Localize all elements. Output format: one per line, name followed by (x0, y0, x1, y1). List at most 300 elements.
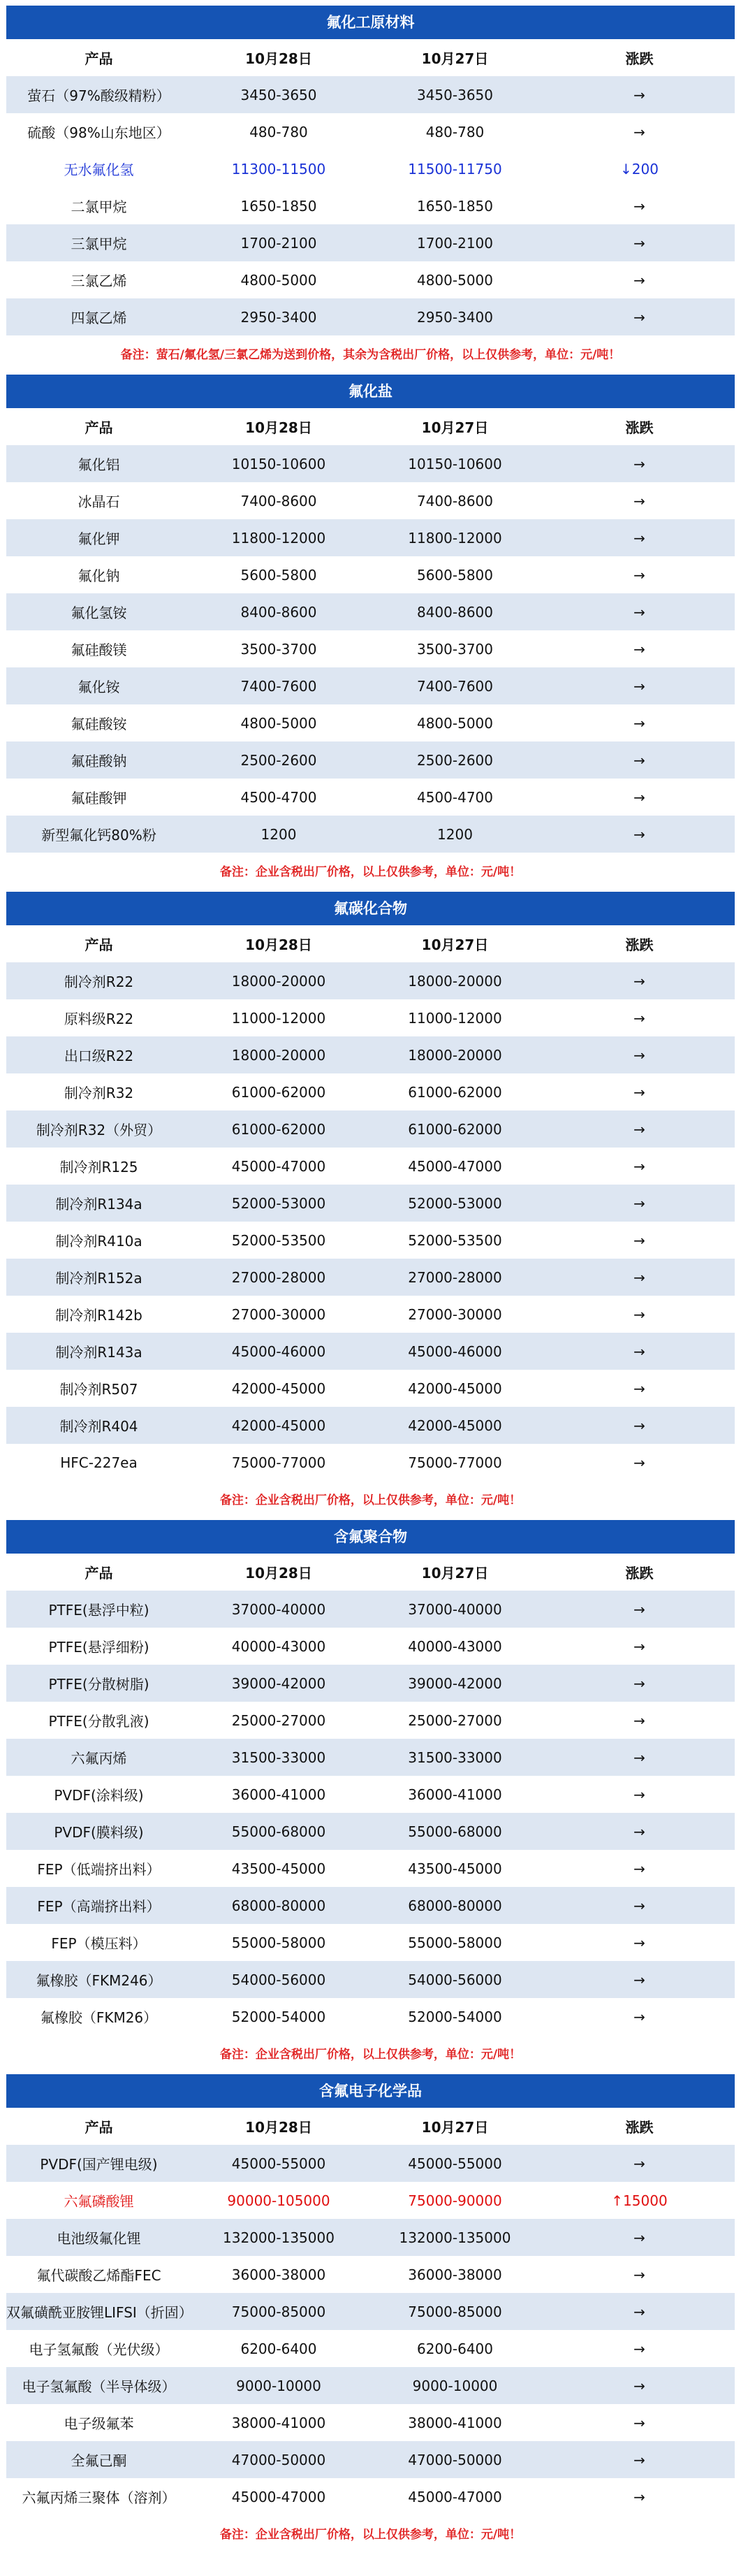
column-header: 10月27日 (421, 1565, 489, 1582)
price-change: → (633, 1417, 645, 1434)
product-name: 出口级R22 (64, 1048, 134, 1064)
price-yesterday: 1650-1850 (416, 197, 493, 215)
product-name: 氟化钠 (78, 567, 120, 584)
table-header-row (6, 2108, 735, 2145)
table-row (6, 1185, 735, 1222)
product-name: FEP（高端挤出料） (37, 1898, 161, 1915)
table-row (6, 1222, 735, 1259)
product-name: 原料级R22 (64, 1011, 134, 1027)
price-change: → (633, 2303, 645, 2320)
price-change: → (633, 825, 645, 843)
table-row (6, 1887, 735, 1924)
price-change: → (633, 1305, 645, 1323)
price-change: → (633, 2008, 645, 2025)
price-yesterday: 7400-8600 (416, 492, 493, 509)
price-today: 38000-41000 (231, 2414, 326, 2431)
price-yesterday: 27000-30000 (408, 1305, 502, 1323)
product-name: FEP（低端挤出料） (37, 1861, 161, 1878)
price-section (6, 375, 735, 892)
table-row (6, 1370, 735, 1407)
section-title: 氟碳化合物 (6, 892, 735, 925)
table-row (6, 2219, 735, 2256)
price-yesterday: 18000-20000 (408, 1046, 502, 1064)
product-name: 电池级氟化锂 (57, 2230, 141, 2247)
price-yesterday: 8400-8600 (416, 603, 493, 621)
price-today: 3450-3650 (240, 86, 317, 103)
column-header: 10月28日 (245, 936, 312, 953)
price-change: ↑15000 (611, 2192, 668, 2209)
table-row (6, 1073, 735, 1110)
product-name: 氟硅酸钠 (71, 753, 127, 769)
price-today: 8400-8600 (240, 603, 317, 621)
price-yesterday: 37000-40000 (408, 1600, 502, 1618)
product-name: 制冷剂R32（外贸） (36, 1122, 162, 1138)
price-today: 39000-42000 (231, 1674, 326, 1692)
table-row (6, 630, 735, 667)
table-row (6, 261, 735, 298)
product-name: HFC-227ea (60, 1454, 138, 1471)
price-today: 5600-5800 (240, 566, 317, 584)
price-change: → (633, 2155, 645, 2172)
price-today: 9000-10000 (236, 2377, 321, 2394)
price-yesterday: 4500-4700 (416, 788, 493, 806)
price-change: → (633, 1823, 645, 1840)
price-change: → (633, 2414, 645, 2431)
price-yesterday: 55000-58000 (408, 1934, 502, 1951)
price-yesterday: 47000-50000 (408, 2451, 502, 2468)
table-row (6, 2256, 735, 2293)
price-today: 42000-45000 (231, 1417, 326, 1434)
price-yesterday: 1200 (437, 825, 473, 843)
price-yesterday: 2950-3400 (416, 308, 493, 326)
product-name: 制冷剂R410a (55, 1233, 142, 1250)
price-yesterday: 4800-5000 (416, 271, 493, 289)
price-yesterday: 9000-10000 (412, 2377, 498, 2394)
column-header: 涨跌 (625, 2119, 654, 2136)
product-name: 六氟丙烯三聚体（溶剂） (22, 2489, 176, 2506)
section-title: 含氟聚合物 (6, 1520, 735, 1554)
table-row (6, 519, 735, 556)
price-change: → (633, 1380, 645, 1397)
price-change: → (633, 2229, 645, 2246)
price-today: 55000-68000 (231, 1823, 326, 1840)
column-header: 涨跌 (625, 1565, 654, 1582)
price-yesterday: 45000-55000 (408, 2155, 502, 2172)
price-yesterday: 132000-135000 (399, 2229, 511, 2246)
product-name: 电子氢氟酸（光伏级） (29, 2341, 169, 2358)
price-today: 61000-62000 (231, 1120, 326, 1138)
product-name: 制冷剂R507 (59, 1381, 138, 1398)
price-change: → (633, 788, 645, 806)
price-today: 11800-12000 (231, 529, 326, 547)
price-yesterday: 27000-28000 (408, 1268, 502, 1286)
section-note: 备注：企业含税出厂价格，以上仅供参考，单位：元/吨！ (6, 2515, 735, 2554)
table-row (6, 76, 735, 113)
price-change: → (633, 1268, 645, 1286)
price-change: → (633, 123, 645, 140)
table-row (6, 2145, 735, 2182)
product-name: PTFE(分散乳液) (48, 1713, 149, 1730)
table-header-row (6, 39, 735, 76)
product-name: 六氟磷酸锂 (64, 2193, 134, 2210)
price-yesterday: 36000-41000 (408, 1786, 502, 1803)
price-today: 45000-47000 (231, 1157, 326, 1175)
product-name: 制冷剂R404 (59, 1418, 138, 1435)
price-change: → (633, 1749, 645, 1766)
product-name: 氟化铵 (78, 679, 120, 695)
section-note: 备注：萤石/氟化氢/三氯乙烯为送到价格，其余为含税出厂价格，以上仅供参考，单位：元/吨！ (6, 335, 735, 375)
price-change: → (633, 1971, 645, 1988)
table-row (6, 962, 735, 999)
price-change: → (633, 1674, 645, 1692)
product-name: 制冷剂R142b (55, 1307, 142, 1324)
price-section (6, 1520, 735, 2074)
price-today: 47000-50000 (231, 2451, 326, 2468)
table-row (6, 2404, 735, 2441)
table-row (6, 1296, 735, 1333)
product-name: PTFE(悬浮细粉) (48, 1639, 149, 1656)
section-note: 备注：企业含税出厂价格，以上仅供参考，单位：元/吨！ (6, 1481, 735, 1520)
price-today: 10150-10600 (231, 455, 326, 472)
table-row (6, 1665, 735, 1702)
column-header: 涨跌 (625, 419, 654, 436)
column-header: 10月27日 (421, 936, 489, 953)
product-name: 制冷剂R125 (59, 1159, 138, 1175)
price-yesterday: 52000-54000 (408, 2008, 502, 2025)
column-header: 10月28日 (245, 1565, 312, 1582)
price-yesterday: 75000-85000 (408, 2303, 502, 2320)
product-name: 制冷剂R152a (55, 1270, 142, 1287)
price-today: 4500-4700 (240, 788, 317, 806)
price-change: → (633, 566, 645, 584)
price-change: → (633, 234, 645, 252)
price-yesterday: 52000-53000 (408, 1194, 502, 1212)
price-today: 36000-41000 (231, 1786, 326, 1803)
table-row (6, 2182, 735, 2219)
price-today: 132000-135000 (223, 2229, 335, 2246)
product-name: 氟硅酸钾 (71, 790, 127, 806)
table-row (6, 224, 735, 261)
price-today: 7400-8600 (240, 492, 317, 509)
product-name: 制冷剂R22 (64, 974, 134, 990)
price-today: 4800-5000 (240, 271, 317, 289)
product-name: 新型氟化钙80%粉 (41, 827, 156, 844)
section-title: 氟化盐 (6, 375, 735, 408)
table-row (6, 1628, 735, 1665)
product-name: 冰晶石 (78, 493, 120, 510)
price-yesterday: 480-780 (425, 123, 485, 140)
price-yesterday: 45000-47000 (408, 2488, 502, 2505)
table-row (6, 150, 735, 187)
price-today: 11300-11500 (231, 160, 326, 178)
price-today: 75000-77000 (231, 1454, 326, 1471)
price-yesterday: 2500-2600 (416, 751, 493, 769)
price-yesterday: 3450-3650 (416, 86, 493, 103)
price-today: 45000-55000 (231, 2155, 326, 2172)
price-change: → (633, 640, 645, 658)
price-change: → (633, 1120, 645, 1138)
price-today: 2500-2600 (240, 751, 317, 769)
price-today: 54000-56000 (231, 1971, 326, 1988)
table-row (6, 1776, 735, 1813)
price-yesterday: 54000-56000 (408, 1971, 502, 1988)
table-row (6, 2293, 735, 2330)
product-name: FEP（模压料） (51, 1935, 147, 1952)
column-header: 10月27日 (421, 2119, 489, 2136)
price-yesterday: 42000-45000 (408, 1417, 502, 1434)
price-change: → (633, 2377, 645, 2394)
column-header: 10月28日 (245, 50, 312, 67)
table-row (6, 816, 735, 853)
product-name: 制冷剂R134a (55, 1196, 142, 1213)
table-row (6, 1850, 735, 1887)
price-section (6, 2074, 735, 2554)
price-change: → (633, 972, 645, 990)
price-change: → (633, 1194, 645, 1212)
table-row (6, 667, 735, 704)
price-change: → (633, 529, 645, 547)
price-today: 7400-7600 (240, 677, 317, 695)
price-change: → (633, 1046, 645, 1064)
product-name: 三氯乙烯 (71, 273, 127, 289)
price-yesterday: 25000-27000 (408, 1712, 502, 1729)
price-change: → (633, 2488, 645, 2505)
product-name: 硫酸（98%山东地区） (27, 124, 170, 141)
table-row (6, 999, 735, 1036)
table-row (6, 1036, 735, 1073)
price-today: 1700-2100 (240, 234, 317, 252)
price-yesterday: 42000-45000 (408, 1380, 502, 1397)
table-row (6, 1591, 735, 1628)
table-header-row (6, 925, 735, 962)
price-yesterday: 1700-2100 (416, 234, 493, 252)
price-yesterday: 10150-10600 (408, 455, 502, 472)
product-name: 双氟磺酰亚胺锂LIFSI（折固） (6, 2304, 193, 2321)
product-name: PVDF(国产锂电级) (40, 2156, 158, 2173)
price-yesterday: 7400-7600 (416, 677, 493, 695)
column-header: 10月27日 (421, 419, 489, 436)
price-yesterday: 11500-11750 (408, 160, 502, 178)
price-today: 90000-105000 (227, 2192, 330, 2209)
price-today: 25000-27000 (231, 1712, 326, 1729)
price-change: → (633, 455, 645, 472)
price-change: → (633, 1637, 645, 1655)
price-yesterday: 3500-3700 (416, 640, 493, 658)
column-header: 涨跌 (625, 936, 654, 953)
price-today: 52000-53000 (231, 1194, 326, 1212)
price-today: 52000-54000 (231, 2008, 326, 2025)
product-name: 无水氟化氢 (64, 161, 134, 178)
price-change: → (633, 1231, 645, 1249)
price-today: 45000-46000 (231, 1343, 326, 1360)
table-row (6, 2441, 735, 2478)
price-today: 1650-1850 (240, 197, 317, 215)
product-name: PTFE(分散树脂) (48, 1676, 149, 1693)
price-yesterday: 18000-20000 (408, 972, 502, 990)
price-change: → (633, 2266, 645, 2283)
table-row (6, 2478, 735, 2515)
table-row (6, 741, 735, 779)
column-header: 10月28日 (245, 2119, 312, 2136)
section-note: 备注：企业含税出厂价格，以上仅供参考，单位：元/吨！ (6, 2035, 735, 2074)
price-change: → (633, 751, 645, 769)
table-row (6, 1702, 735, 1739)
product-name: PTFE(悬浮中粒) (48, 1602, 149, 1619)
price-yesterday: 38000-41000 (408, 2414, 502, 2431)
price-yesterday: 75000-77000 (408, 1454, 502, 1471)
product-name: 电子级氟苯 (64, 2415, 134, 2432)
price-today: 480-780 (249, 123, 308, 140)
column-header: 10月27日 (421, 50, 489, 67)
price-yesterday: 61000-62000 (408, 1083, 502, 1101)
price-yesterday: 31500-33000 (408, 1749, 502, 1766)
price-yesterday: 68000-80000 (408, 1897, 502, 1914)
price-change: → (633, 271, 645, 289)
column-header: 产品 (85, 419, 113, 436)
table-header-row (6, 1554, 735, 1591)
price-change: → (633, 1343, 645, 1360)
price-today: 43500-45000 (231, 1860, 326, 1877)
price-today: 4800-5000 (240, 714, 317, 732)
product-name: 六氟丙烯 (71, 1750, 127, 1767)
column-header: 产品 (85, 1565, 113, 1582)
price-yesterday: 5600-5800 (416, 566, 493, 584)
price-today: 37000-40000 (231, 1600, 326, 1618)
product-name: 氟橡胶（FKM26） (40, 2009, 158, 2026)
price-today: 68000-80000 (231, 1897, 326, 1914)
price-change: → (633, 86, 645, 103)
price-today: 75000-85000 (231, 2303, 326, 2320)
column-header: 涨跌 (625, 50, 654, 67)
table-row (6, 704, 735, 741)
table-row (6, 187, 735, 224)
table-row (6, 1407, 735, 1444)
table-row (6, 482, 735, 519)
table-row (6, 556, 735, 593)
price-change: → (633, 1009, 645, 1027)
table-row (6, 1813, 735, 1850)
price-change: → (633, 2340, 645, 2357)
price-yesterday: 75000-90000 (408, 2192, 502, 2209)
table-row (6, 1148, 735, 1185)
price-yesterday: 11000-12000 (408, 1009, 502, 1027)
product-name: 氟代碳酸乙烯酯FEC (36, 2267, 161, 2284)
price-yesterday: 52000-53500 (408, 1231, 502, 1249)
product-name: 氟橡胶（FKM246） (36, 1972, 162, 1989)
price-yesterday: 43500-45000 (408, 1860, 502, 1877)
price-today: 45000-47000 (231, 2488, 326, 2505)
price-today: 6200-6400 (240, 2340, 317, 2357)
price-change: → (633, 714, 645, 732)
price-change: → (633, 492, 645, 509)
product-name: 萤石（97%酸级精粉） (27, 87, 170, 104)
price-today: 27000-30000 (231, 1305, 326, 1323)
table-row (6, 1110, 735, 1148)
price-yesterday: 11800-12000 (408, 529, 502, 547)
price-section (6, 892, 735, 1520)
product-name: 氟化铝 (78, 456, 120, 473)
product-name: 氟化钾 (78, 530, 120, 547)
product-name: 制冷剂R32 (64, 1085, 134, 1101)
price-change: → (633, 677, 645, 695)
price-today: 61000-62000 (231, 1083, 326, 1101)
price-change: → (633, 1083, 645, 1101)
price-today: 3500-3700 (240, 640, 317, 658)
price-today: 36000-38000 (231, 2266, 326, 2283)
product-name: 二氯甲烷 (71, 198, 127, 215)
product-name: 全氟己酮 (71, 2452, 127, 2469)
price-change: → (633, 1157, 645, 1175)
price-change: → (633, 308, 645, 326)
section-title: 氟化工原材料 (6, 6, 735, 39)
table-row (6, 779, 735, 816)
price-yesterday: 40000-43000 (408, 1637, 502, 1655)
table-row (6, 593, 735, 630)
table-row (6, 1961, 735, 1998)
price-change: → (633, 2451, 645, 2468)
price-section (6, 6, 735, 375)
price-change: → (633, 1897, 645, 1914)
table-row (6, 1739, 735, 1776)
price-change: → (633, 1786, 645, 1803)
price-yesterday: 45000-47000 (408, 1157, 502, 1175)
price-change: → (633, 1600, 645, 1618)
table-row (6, 298, 735, 335)
price-change: → (633, 197, 645, 215)
price-today: 18000-20000 (231, 972, 326, 990)
price-today: 11000-12000 (231, 1009, 326, 1027)
table-row (6, 1444, 735, 1481)
price-change: → (633, 1712, 645, 1729)
column-header: 产品 (85, 2119, 113, 2136)
product-name: 三氯甲烷 (71, 236, 127, 252)
table-header-row (6, 408, 735, 445)
price-today: 31500-33000 (231, 1749, 326, 1766)
table-row (6, 1998, 735, 2035)
price-yesterday: 45000-46000 (408, 1343, 502, 1360)
price-yesterday: 6200-6400 (416, 2340, 493, 2357)
price-change: → (633, 603, 645, 621)
product-name: PVDF(膜料级) (54, 1824, 144, 1841)
table-row (6, 1259, 735, 1296)
table-row (6, 2330, 735, 2367)
price-yesterday: 61000-62000 (408, 1120, 502, 1138)
price-today: 18000-20000 (231, 1046, 326, 1064)
table-row (6, 2367, 735, 2404)
price-change: → (633, 1934, 645, 1951)
price-today: 52000-53500 (231, 1231, 326, 1249)
column-header: 产品 (85, 50, 113, 67)
price-today: 2950-3400 (240, 308, 317, 326)
table-row (6, 113, 735, 150)
column-header: 产品 (85, 936, 113, 953)
product-name: 电子氢氟酸（半导体级） (22, 2378, 176, 2395)
column-header: 10月28日 (245, 419, 312, 436)
price-today: 55000-58000 (231, 1934, 326, 1951)
price-today: 27000-28000 (231, 1268, 326, 1286)
price-yesterday: 39000-42000 (408, 1674, 502, 1692)
table-row (6, 1924, 735, 1961)
price-change: ↓200 (620, 160, 659, 178)
product-name: 四氯乙烯 (71, 310, 127, 326)
product-name: 氟化氢铵 (71, 605, 127, 621)
price-yesterday: 55000-68000 (408, 1823, 502, 1840)
price-today: 40000-43000 (231, 1637, 326, 1655)
price-yesterday: 4800-5000 (416, 714, 493, 732)
product-name: 制冷剂R143a (55, 1344, 142, 1361)
product-name: 氟硅酸铵 (71, 716, 127, 732)
table-row (6, 445, 735, 482)
